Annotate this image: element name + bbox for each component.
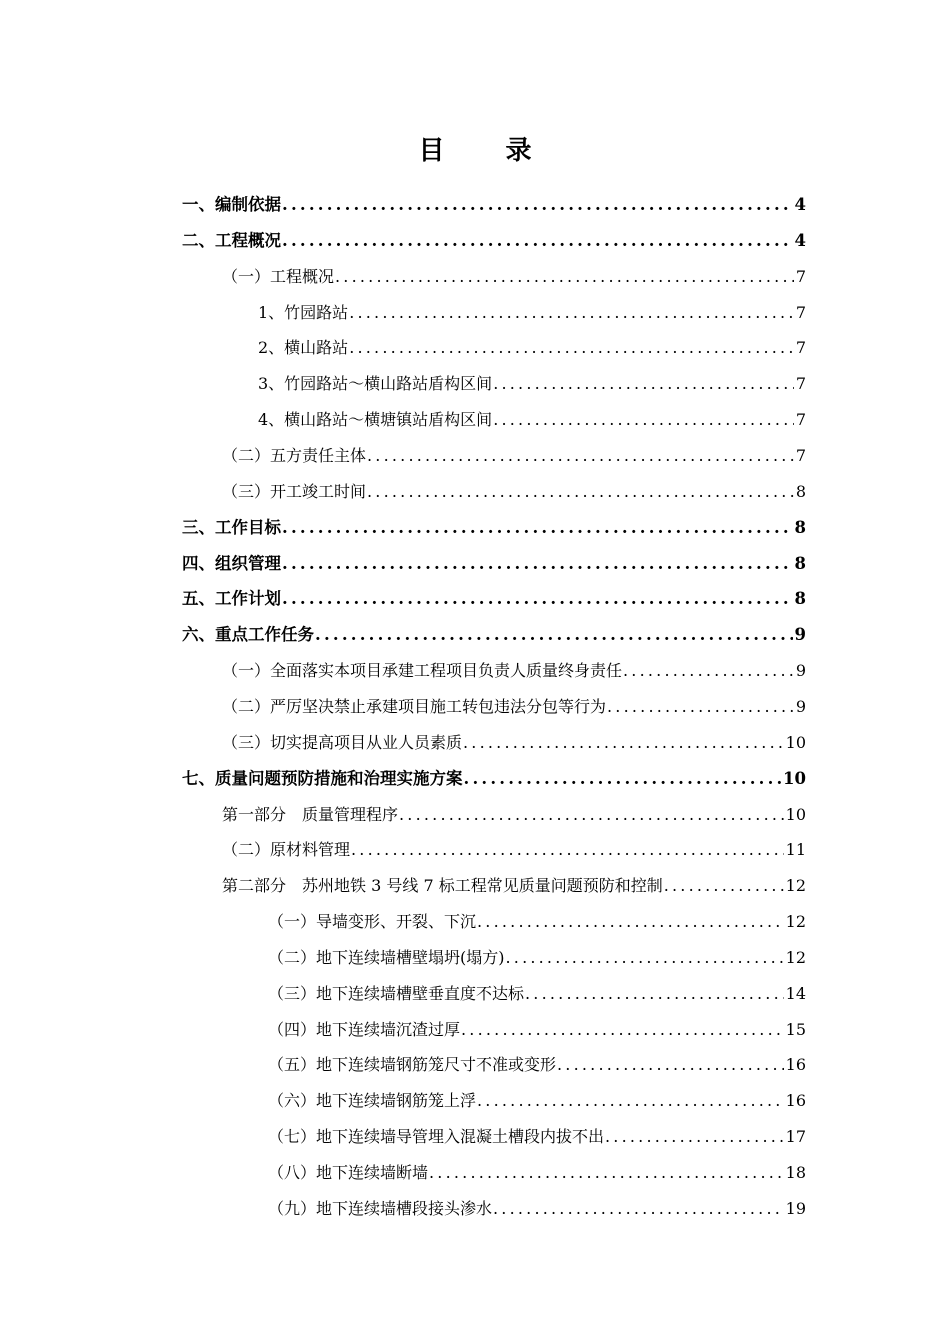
- dot-leader: [282, 517, 793, 539]
- toc-entry-text: 第二部分 苏州地铁 3 号线 7 标工程常见质量问题预防和控制: [222, 876, 663, 896]
- toc-page-number: 7: [795, 410, 806, 430]
- toc-entry-text: 五、工作计划: [182, 589, 281, 609]
- toc-entry-text: 3、竹园路站～横山路站盾构区间: [258, 374, 493, 394]
- dot-leader: [607, 696, 794, 718]
- toc-entry[interactable]: [268, 943, 806, 969]
- toc-entry-text: （一）全面落实本项目承建工程项目负责人质量终身责任: [222, 661, 623, 680]
- toc-entry-text: （二）五方责任主体: [222, 446, 367, 465]
- toc-page-number: 7: [795, 338, 806, 358]
- dot-leader: [605, 1126, 784, 1148]
- toc-entry[interactable]: [268, 1122, 806, 1148]
- toc-entry-text: （五）地下连续墙钢筋笼尺寸不准或变形: [268, 1055, 557, 1075]
- dot-leader: [557, 1054, 784, 1076]
- toc-page-number: 12: [785, 876, 806, 896]
- toc-entry-text: （二）原材料管理: [222, 840, 351, 860]
- dot-leader: [463, 732, 784, 754]
- toc-entry[interactable]: [268, 1015, 806, 1041]
- toc-entry[interactable]: [268, 1158, 806, 1184]
- dot-leader: [664, 875, 784, 897]
- toc-entry[interactable]: [222, 692, 806, 718]
- toc-entry-text: 4、横山路站～横塘镇站盾构区间: [258, 410, 493, 430]
- toc-page-number: 16: [785, 1091, 806, 1111]
- toc-page-number: 10: [783, 768, 806, 788]
- dot-leader: [623, 660, 794, 682]
- toc-entry[interactable]: [182, 549, 806, 575]
- toc-entry[interactable]: [182, 620, 806, 646]
- toc-entry[interactable]: [258, 369, 806, 395]
- dot-leader: [315, 624, 793, 646]
- toc-entry-text: （一）导墙变形、开裂、下沉: [268, 912, 477, 931]
- toc-page-number: 10: [785, 804, 806, 824]
- toc-page-number: 17: [785, 1127, 806, 1147]
- toc-entry-text: （二）地下连续墙槽壁塌坍(塌方): [268, 947, 505, 967]
- dot-leader: [349, 337, 794, 359]
- toc-entry[interactable]: [182, 190, 806, 216]
- toc-entry-text: 三、工作目标: [182, 517, 281, 537]
- toc-entry-text: （六）地下连续墙钢筋笼上浮: [268, 1091, 477, 1111]
- toc-page-number: 12: [785, 947, 806, 967]
- dot-leader: [493, 1198, 784, 1220]
- dot-leader: [282, 230, 793, 252]
- toc-entry-text: 二、工程概况: [182, 230, 281, 250]
- dot-leader: [282, 553, 793, 575]
- dot-leader: [399, 804, 784, 826]
- toc-page-number: 8: [794, 553, 806, 573]
- toc-entry[interactable]: [268, 907, 806, 933]
- toc-page-number: 8: [795, 481, 806, 501]
- toc-entry-text: 四、组织管理: [182, 553, 281, 573]
- toc-entry-text: （四）地下连续墙沉渣过厚: [268, 1019, 461, 1039]
- toc-page-number: 7: [795, 266, 806, 286]
- toc-entry[interactable]: [222, 262, 806, 288]
- toc-entry[interactable]: [268, 1194, 806, 1220]
- toc-page-number: 7: [795, 302, 806, 322]
- toc-entry[interactable]: [222, 835, 806, 861]
- dot-leader: [493, 373, 794, 395]
- toc-entry[interactable]: [182, 513, 806, 539]
- toc-entry[interactable]: [222, 871, 806, 897]
- toc-entry[interactable]: [222, 441, 806, 467]
- toc-page-number: 9: [795, 661, 806, 680]
- dot-leader: [367, 481, 794, 503]
- toc-page-number: 8: [794, 589, 806, 609]
- toc-entry-text: 七、质量问题预防措施和治理实施方案: [182, 768, 463, 788]
- toc-page-number: 15: [785, 1019, 806, 1039]
- toc-page-number: 11: [785, 840, 806, 860]
- toc-entry[interactable]: [258, 333, 806, 359]
- toc-page-number: 9: [795, 696, 806, 716]
- toc-entry-text: （七）地下连续墙导管埋入混凝土槽段内拔不出: [268, 1127, 605, 1147]
- toc-entry-text: 六、重点工作任务: [182, 625, 314, 645]
- toc-page-number: 4: [794, 195, 806, 214]
- toc-page-number: 8: [794, 517, 806, 537]
- dot-leader: [349, 302, 794, 324]
- toc-entry-text: （二）严厉坚决禁止承建项目施工转包违法分包等行为: [222, 696, 607, 716]
- toc-entry[interactable]: [222, 800, 806, 826]
- toc-entry[interactable]: [222, 477, 806, 503]
- dot-leader: [367, 445, 794, 467]
- toc-page-number: 12: [785, 912, 806, 931]
- toc-page-number: 9: [794, 625, 806, 645]
- toc-page-number: 18: [785, 1163, 806, 1182]
- toc-entry[interactable]: [222, 728, 806, 754]
- toc-entry-text: （三）开工竣工时间: [222, 481, 367, 501]
- toc-entry-text: （八）地下连续墙断墙: [268, 1163, 429, 1182]
- toc-entry-text: 2、横山路站: [258, 338, 349, 358]
- toc-entry[interactable]: [258, 298, 806, 324]
- toc-title: 目 录: [418, 136, 558, 166]
- toc-entry-text: （九）地下连续墙槽段接头渗水: [268, 1198, 493, 1218]
- dot-leader: [282, 194, 793, 216]
- toc-page-number: 4: [794, 230, 806, 250]
- toc-entry[interactable]: [182, 226, 806, 252]
- toc-entry-text: 第一部分 质量管理程序: [222, 804, 399, 824]
- dot-leader: [477, 1090, 784, 1112]
- dot-leader: [493, 409, 794, 431]
- toc-entry[interactable]: [268, 1050, 806, 1076]
- toc-entry-text: （一）工程概况: [222, 266, 335, 286]
- dot-leader: [477, 911, 784, 933]
- dot-leader: [525, 983, 784, 1005]
- toc-page-number: 7: [795, 446, 806, 465]
- toc-entry[interactable]: [258, 405, 806, 431]
- toc-entry-text: （三）地下连续墙槽壁垂直度不达标: [268, 983, 525, 1003]
- dot-leader: [282, 588, 793, 610]
- toc-entry-text: 1、竹园路站: [258, 302, 349, 322]
- dot-leader: [351, 839, 784, 861]
- toc-entry-text: （三）切实提高项目从业人员素质: [222, 732, 463, 752]
- dot-leader: [429, 1162, 784, 1184]
- toc-page-number: 16: [785, 1055, 806, 1075]
- toc-page-number: 10: [785, 732, 806, 752]
- dot-leader: [506, 947, 784, 969]
- toc-entry[interactable]: [222, 656, 806, 682]
- toc-entry[interactable]: [268, 979, 806, 1005]
- dot-leader: [461, 1019, 784, 1041]
- toc-entry[interactable]: [182, 584, 806, 610]
- dot-leader: [335, 266, 794, 288]
- toc-page-number: 14: [785, 983, 806, 1003]
- dot-leader: [464, 768, 782, 790]
- toc-entry[interactable]: [268, 1086, 806, 1112]
- toc-entry-text: 一、编制依据: [182, 195, 281, 214]
- toc-page-number: 19: [785, 1198, 806, 1218]
- toc-page-number: 7: [795, 374, 806, 394]
- toc-entry[interactable]: [182, 764, 806, 790]
